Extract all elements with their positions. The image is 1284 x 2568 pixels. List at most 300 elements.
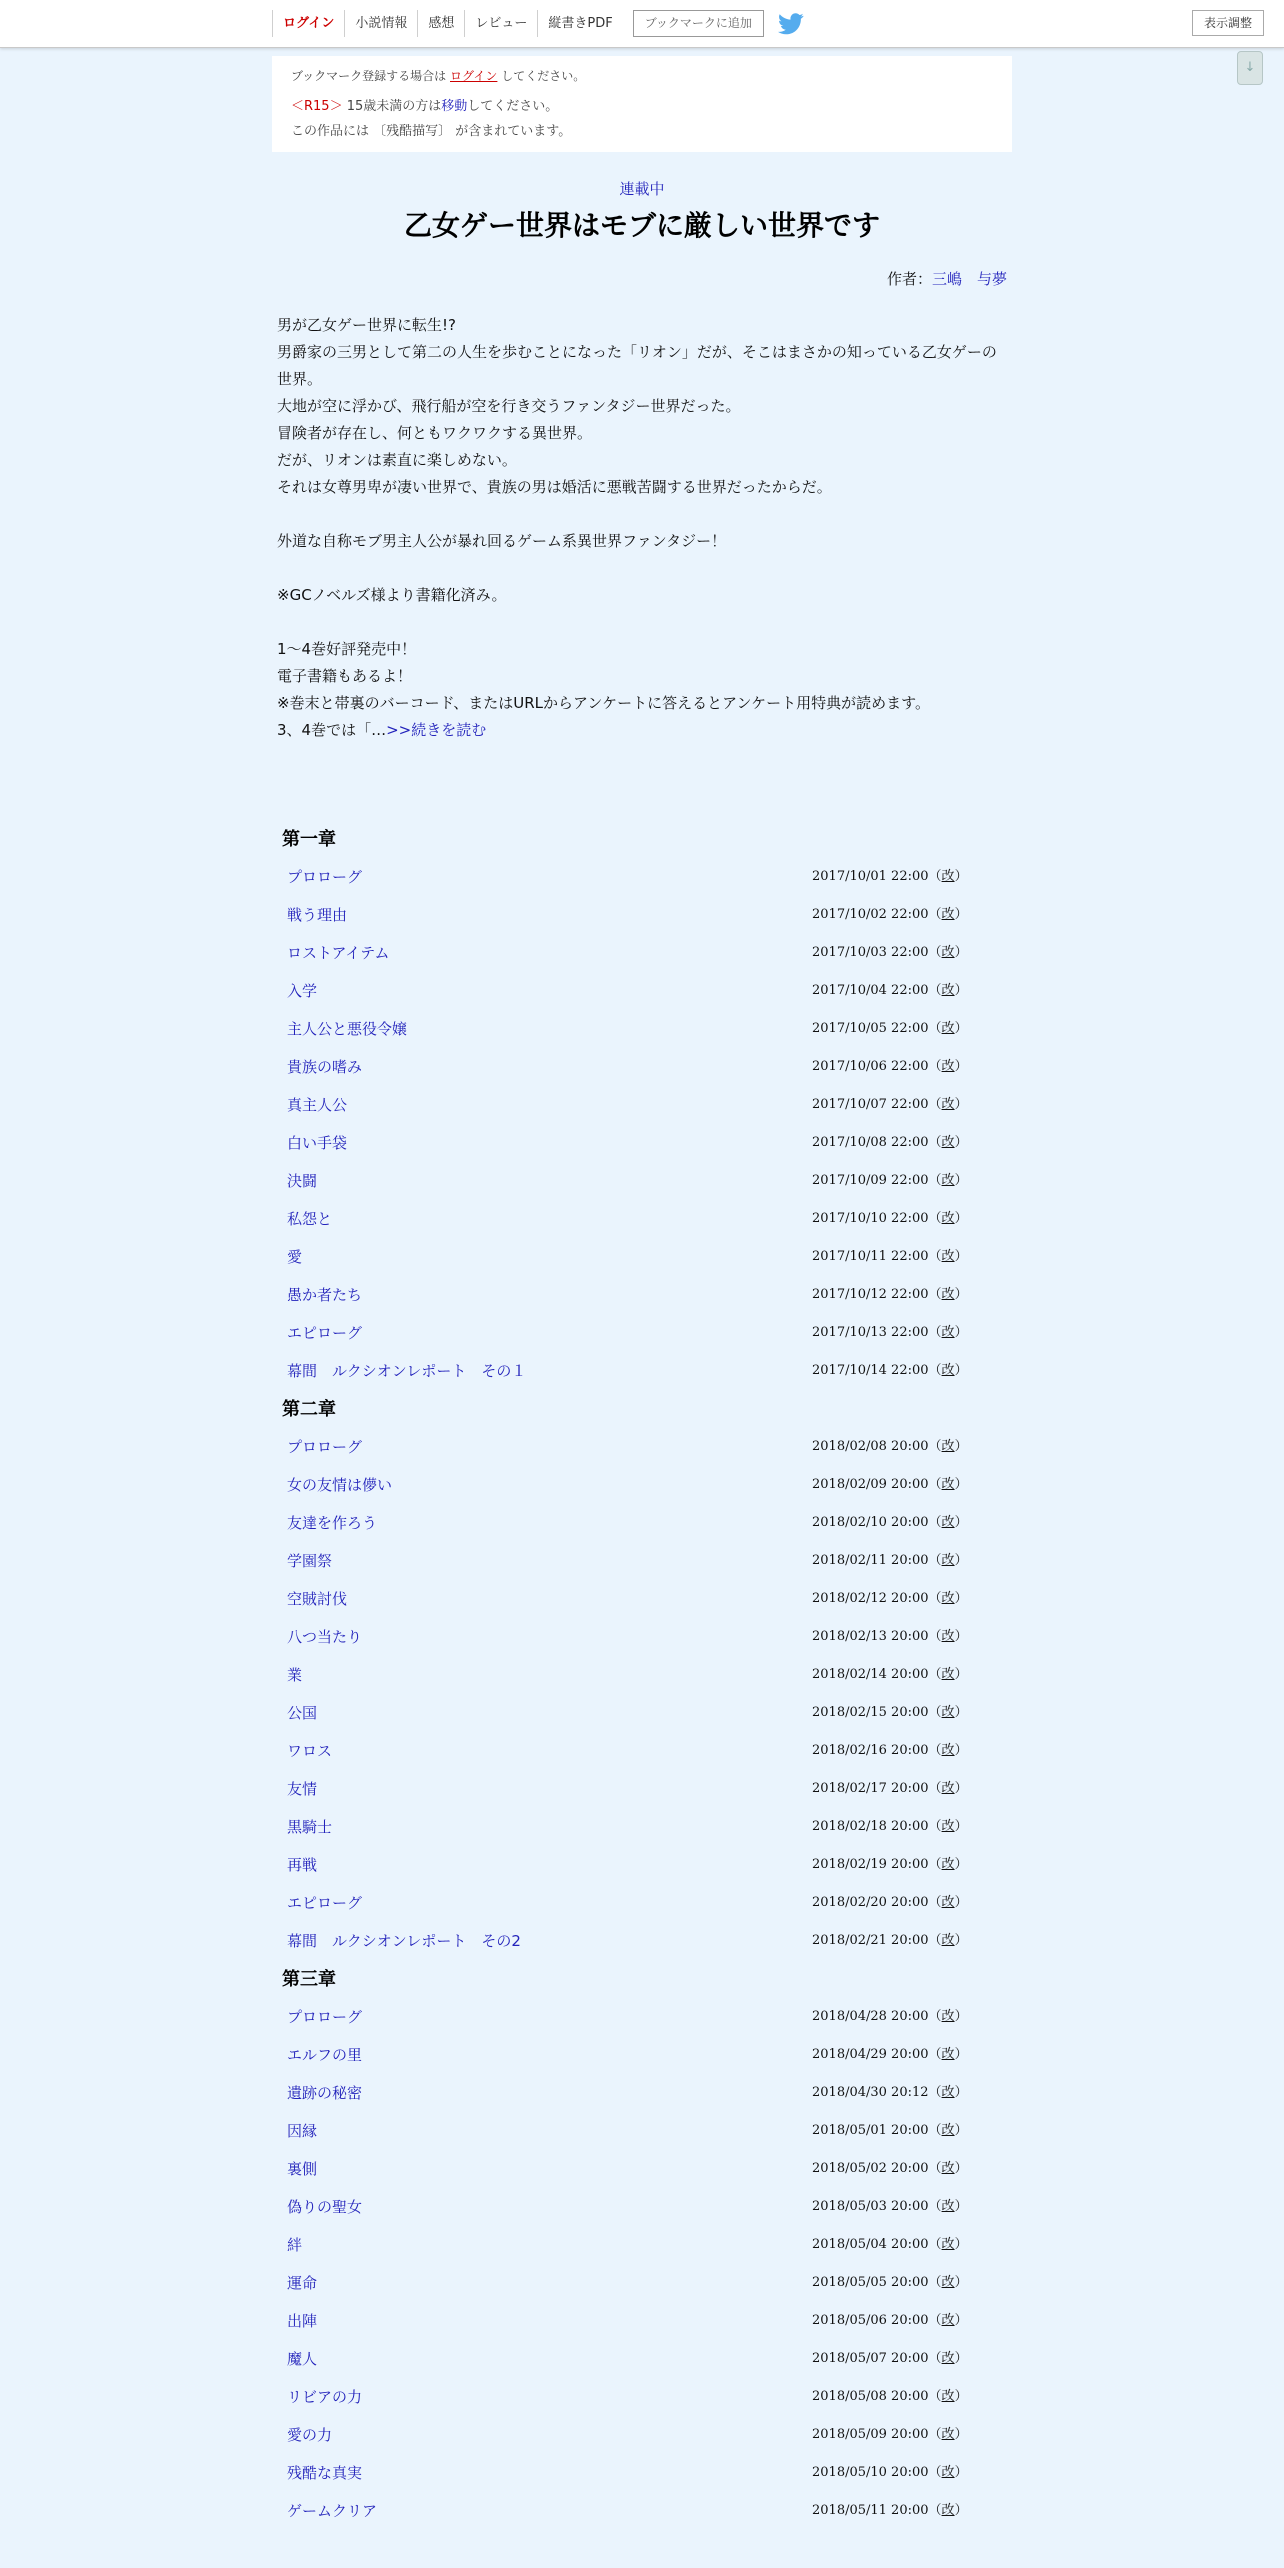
revision-link[interactable]: 改 <box>941 1743 955 1758</box>
r15-notice <box>291 94 993 120</box>
synopsis-truncated-text: 3、4巻では「… <box>277 721 387 739</box>
episode-row <box>272 2454 1012 2492</box>
bookmark-notice-prefix: ブックマーク登録する場合は <box>291 69 447 83</box>
revision-link[interactable]: 改 <box>941 1363 955 1378</box>
episode-link[interactable]: 運命 <box>287 2274 318 2292</box>
episode-link[interactable]: 学園祭 <box>287 1552 333 1570</box>
episode-date-block <box>812 972 968 1010</box>
episode-link[interactable]: 主人公と悪役令嬢 <box>287 1020 408 1038</box>
episode-link[interactable]: 愛の力 <box>287 2426 333 2444</box>
revision-paren-close: ） <box>954 1021 968 1036</box>
synopsis-line: 大地が空に浮かび、飛行船が空を行き交うファンタジー世界だった。 <box>277 397 741 415</box>
episode-row <box>272 2492 1012 2530</box>
revision-paren-open: （ <box>928 945 942 960</box>
episode-date: 2018/05/08 20:00 <box>812 2389 929 2404</box>
revision-paren-close: ） <box>954 1325 968 1340</box>
revision-link[interactable]: 改 <box>941 945 955 960</box>
revision-paren-open: （ <box>928 1781 942 1796</box>
nav-menu <box>272 10 804 37</box>
synopsis-last-line <box>277 717 1012 744</box>
novel-title: 乙女ゲー世界はモブに厳しい世界です <box>403 209 880 242</box>
revision-paren-close: ） <box>954 907 968 922</box>
episode-link[interactable]: 戦う理由 <box>287 906 348 924</box>
synopsis-line <box>277 501 1012 528</box>
revision-link[interactable]: 改 <box>941 1477 955 1492</box>
read-more-link[interactable]: >>続きを読む <box>386 721 487 739</box>
episode-date-block <box>812 1010 968 1048</box>
synopsis-line: 電子書籍もあるよ！ <box>277 667 413 685</box>
episode-date-block <box>812 858 968 896</box>
revision-link[interactable]: 改 <box>941 1021 955 1036</box>
revision-link[interactable]: 改 <box>941 1249 955 1264</box>
episode-date-block <box>812 2150 968 2188</box>
revision-paren-open: （ <box>928 1743 942 1758</box>
revision-paren-open: （ <box>928 2237 942 2252</box>
episode-link[interactable]: 遺跡の秘密 <box>287 2084 363 2102</box>
episode-row <box>272 2188 1012 2226</box>
revision-paren-close: ） <box>954 2237 968 2252</box>
revision-link[interactable]: 改 <box>941 1135 955 1150</box>
r15-tag: ＜R15＞ <box>291 99 343 114</box>
revision-paren-open: （ <box>928 1591 942 1606</box>
review-link[interactable]: レビュー <box>464 10 537 37</box>
episode-row <box>272 934 1012 972</box>
episode-date-block <box>812 1580 968 1618</box>
revision-link[interactable]: 改 <box>941 2047 955 2062</box>
episode-link[interactable]: 貴族の嗜み <box>287 1058 363 1076</box>
revision-paren-open: （ <box>928 1173 942 1188</box>
episode-link[interactable]: 幕間 ルクシオンレポート その2 <box>287 1932 521 1950</box>
episode-link[interactable]: 白い手袋 <box>287 1134 348 1152</box>
episode-date-block <box>812 1504 968 1542</box>
episode-date: 2018/02/14 20:00 <box>812 1667 929 1682</box>
revision-paren-close: ） <box>954 2275 968 2290</box>
episode-link[interactable]: 黒騎士 <box>287 1818 333 1836</box>
revision-link[interactable]: 改 <box>941 1097 955 1112</box>
episode-row <box>272 1314 1012 1352</box>
revision-paren-close: ） <box>954 2199 968 2214</box>
revision-link[interactable]: 改 <box>941 2427 955 2442</box>
synopsis-line: 外道な自称モブ男主人公が暴れ回るゲーム系異世界ファンタジー！ <box>277 532 727 550</box>
episode-link[interactable]: エピローグ <box>287 1894 363 1912</box>
revision-paren-open: （ <box>928 1553 942 1568</box>
revision-paren-close: ） <box>954 2389 968 2404</box>
episode-link[interactable]: 残酷な真実 <box>287 2464 363 2482</box>
revision-link[interactable]: 改 <box>941 1287 955 1302</box>
synopsis-line: 1～4巻好評発売中！ <box>277 640 417 658</box>
episode-date-block <box>812 896 968 934</box>
revision-paren-open: （ <box>928 1857 942 1872</box>
revision-paren-close: ） <box>954 983 968 998</box>
episode-date-block <box>812 2340 968 2378</box>
episode-row <box>272 2074 1012 2112</box>
episode-link[interactable]: 友達を作ろう <box>287 1514 378 1532</box>
revision-link[interactable]: 改 <box>941 1895 955 1910</box>
impressions-link[interactable]: 感想 <box>417 10 464 37</box>
revision-paren-open: （ <box>928 1021 942 1036</box>
episode-date-block <box>812 1048 968 1086</box>
revision-paren-open: （ <box>928 1705 942 1720</box>
chapter-title: 第三章 <box>282 1969 336 1990</box>
episode-date-block <box>812 2112 968 2150</box>
episode-row <box>272 2416 1012 2454</box>
author-line <box>272 268 1007 289</box>
episode-date: 2017/10/09 22:00 <box>812 1173 929 1188</box>
notice-box <box>272 56 1012 152</box>
revision-paren-open: （ <box>928 869 942 884</box>
revision-link[interactable]: 改 <box>941 907 955 922</box>
episode-date: 2018/02/20 20:00 <box>812 1895 929 1910</box>
episode-date: 2018/05/10 20:00 <box>812 2465 929 2480</box>
episode-date: 2017/10/10 22:00 <box>812 1211 929 1226</box>
episode-date: 2018/05/01 20:00 <box>812 2123 929 2138</box>
episode-date-block <box>812 1352 968 1390</box>
episode-date: 2018/04/28 20:00 <box>812 2009 929 2024</box>
bookmark-login-link[interactable]: ログイン <box>450 69 498 83</box>
revision-paren-open: （ <box>928 2427 942 2442</box>
episode-link[interactable]: 真主人公 <box>287 1096 348 1114</box>
revision-paren-close: ） <box>954 869 968 884</box>
revision-paren-open: （ <box>928 1287 942 1302</box>
revision-paren-close: ） <box>954 1591 968 1606</box>
episode-row <box>272 2112 1012 2150</box>
synopsis-line: 男が乙女ゲー世界に転生!? <box>277 316 456 334</box>
episode-date: 2017/10/02 22:00 <box>812 907 929 922</box>
revision-paren-close: ） <box>954 1819 968 1834</box>
revision-link[interactable]: 改 <box>941 1059 955 1074</box>
episode-row <box>272 1846 1012 1884</box>
revision-link[interactable]: 改 <box>941 1173 955 1188</box>
episode-date: 2017/10/01 22:00 <box>812 869 929 884</box>
episode-date: 2017/10/03 22:00 <box>812 945 929 960</box>
episode-date-block <box>812 1770 968 1808</box>
revision-paren-open: （ <box>928 1135 942 1150</box>
synopsis-line: ※GCノベルズ様より書籍化済み。 <box>277 586 507 604</box>
episode-date: 2017/10/05 22:00 <box>812 1021 929 1036</box>
episode-date-block <box>812 2074 968 2112</box>
episode-link[interactable]: プロローグ <box>287 1438 363 1456</box>
revision-paren-open: （ <box>928 2313 942 2328</box>
episode-date-block <box>812 1238 968 1276</box>
revision-link[interactable]: 改 <box>941 2199 955 2214</box>
revision-paren-close: ） <box>954 1059 968 1074</box>
revision-paren-open: （ <box>928 2047 942 2062</box>
episode-link[interactable]: 女の友情は儚い <box>287 1476 393 1494</box>
revision-link[interactable]: 改 <box>941 2389 955 2404</box>
episode-row <box>272 1618 1012 1656</box>
revision-paren-close: ） <box>954 2427 968 2442</box>
top-navigation-bar <box>0 0 1284 48</box>
episode-date: 2018/02/19 20:00 <box>812 1857 929 1872</box>
revision-paren-close: ） <box>954 1933 968 1948</box>
revision-link[interactable]: 改 <box>941 1439 955 1454</box>
episode-row <box>272 1162 1012 1200</box>
revision-paren-open: （ <box>928 983 942 998</box>
episode-link[interactable]: エルフの里 <box>287 2046 363 2064</box>
r15-move-link[interactable]: 移動 <box>441 99 468 114</box>
revision-paren-open: （ <box>928 1629 942 1644</box>
revision-link[interactable]: 改 <box>941 1933 955 1948</box>
revision-link[interactable]: 改 <box>941 2009 955 2024</box>
revision-link[interactable]: 改 <box>941 2275 955 2290</box>
revision-paren-open: （ <box>928 1249 942 1264</box>
episode-date: 2018/02/11 20:00 <box>812 1553 929 1568</box>
revision-paren-close: ） <box>954 1363 968 1378</box>
episode-row <box>272 1732 1012 1770</box>
revision-paren-open: （ <box>928 2503 942 2518</box>
episode-date: 2017/10/13 22:00 <box>812 1325 929 1340</box>
revision-paren-open: （ <box>928 1515 942 1530</box>
episode-link[interactable]: 公国 <box>287 1704 318 1722</box>
episode-row <box>272 2340 1012 2378</box>
episode-date-block <box>812 1314 968 1352</box>
table-of-contents <box>272 820 1012 2530</box>
episode-date: 2017/10/11 22:00 <box>812 1249 929 1264</box>
synopsis-line <box>277 555 1012 582</box>
revision-paren-close: ） <box>954 1895 968 1910</box>
episode-link[interactable]: ゲームクリア <box>287 2502 378 2520</box>
episode-date-block <box>812 2454 968 2492</box>
revision-link[interactable]: 改 <box>941 2351 955 2366</box>
serial-status: 連載中 <box>619 180 665 198</box>
episode-link[interactable]: プロローグ <box>287 2008 363 2026</box>
r15-text: 15歳未満の方は <box>346 99 442 114</box>
revision-paren-close: ） <box>954 1667 968 1682</box>
episode-link[interactable]: 愚か者たち <box>287 1286 363 1304</box>
revision-link[interactable]: 改 <box>941 2237 955 2252</box>
episode-link[interactable]: 愛 <box>287 1248 303 1266</box>
episode-row <box>272 2150 1012 2188</box>
episode-row <box>272 1808 1012 1846</box>
episode-link[interactable]: エピローグ <box>287 1324 363 1342</box>
revision-link[interactable]: 改 <box>941 869 955 884</box>
episode-row <box>272 2226 1012 2264</box>
episode-date-block <box>812 2264 968 2302</box>
revision-paren-open: （ <box>928 1211 942 1226</box>
episode-row <box>272 1428 1012 1466</box>
episode-date: 2018/02/17 20:00 <box>812 1781 929 1796</box>
episode-date-block <box>812 1846 968 1884</box>
revision-paren-close: ） <box>954 2465 968 2480</box>
revision-paren-open: （ <box>928 1933 942 1948</box>
episode-link[interactable]: リビアの力 <box>287 2388 363 2406</box>
episode-link[interactable]: 因縁 <box>287 2122 318 2140</box>
episode-link[interactable]: プロローグ <box>287 868 363 886</box>
revision-paren-close: ） <box>954 1097 968 1112</box>
chapter-title: 第一章 <box>282 829 336 850</box>
episode-date: 2018/02/18 20:00 <box>812 1819 929 1834</box>
episode-date: 2018/04/30 20:12 <box>812 2085 929 2100</box>
episode-row <box>272 972 1012 1010</box>
episode-date: 2018/02/12 20:00 <box>812 1591 929 1606</box>
episode-link[interactable]: 空賊討伐 <box>287 1590 348 1608</box>
revision-link[interactable]: 改 <box>941 1629 955 1644</box>
episode-date: 2018/02/10 20:00 <box>812 1515 929 1530</box>
episode-link[interactable]: ワロス <box>287 1742 333 1760</box>
episode-date: 2018/05/02 20:00 <box>812 2161 929 2176</box>
episode-date: 2018/04/29 20:00 <box>812 2047 929 2062</box>
synopsis-line: ※巻末と帯裏のバーコード、またはURLからアンケートに答えるとアンケート用特典が読めます。 <box>277 694 930 712</box>
revision-link[interactable]: 改 <box>941 1515 955 1530</box>
scroll-down-tab[interactable]: ↓ <box>1237 51 1263 85</box>
episode-date-block <box>812 1998 968 2036</box>
episode-date-block <box>812 1884 968 1922</box>
episode-row <box>272 858 1012 896</box>
episode-link[interactable]: 魔人 <box>287 2350 318 2368</box>
vertical-pdf-link[interactable]: 縦書きPDF <box>537 10 622 37</box>
episode-date-block <box>812 1276 968 1314</box>
episode-date: 2018/02/15 20:00 <box>812 1705 929 1720</box>
revision-paren-close: ） <box>954 1135 968 1150</box>
revision-link[interactable]: 改 <box>941 2123 955 2138</box>
content-warning: この作品には 〔残酷描写〕 が含まれています。 <box>291 124 572 139</box>
revision-paren-open: （ <box>928 2161 942 2176</box>
episode-date-block <box>812 2302 968 2340</box>
revision-paren-open: （ <box>928 2199 942 2214</box>
revision-paren-close: ） <box>954 1477 968 1492</box>
login-link[interactable]: ログイン <box>272 10 344 37</box>
episode-date-block <box>812 1124 968 1162</box>
episode-date-block <box>812 2492 968 2530</box>
episode-date: 2017/10/04 22:00 <box>812 983 929 998</box>
episode-link[interactable]: 私怨と <box>287 1210 333 1228</box>
author-link[interactable]: 三嶋 与夢 <box>931 270 1007 288</box>
revision-link[interactable]: 改 <box>941 2085 955 2100</box>
episode-date-block <box>812 2378 968 2416</box>
episode-row <box>272 1694 1012 1732</box>
episode-date: 2018/02/16 20:00 <box>812 1743 929 1758</box>
revision-paren-close: ） <box>954 1553 968 1568</box>
revision-link[interactable]: 改 <box>941 1591 955 1606</box>
episode-date: 2017/10/07 22:00 <box>812 1097 929 1112</box>
episode-date-block <box>812 2226 968 2264</box>
synopsis-line: だが、リオンは素直に楽しめない。 <box>277 451 517 469</box>
r15-suffix: してください。 <box>467 99 559 114</box>
revision-paren-close: ） <box>954 2009 968 2024</box>
episode-link[interactable]: ロストアイテム <box>287 944 390 962</box>
revision-link[interactable]: 改 <box>941 2161 955 2176</box>
episode-date-block <box>812 1694 968 1732</box>
synopsis-line: それは女尊男卑が凄い世界で、貴族の男は婚活に悪戦苦闘する世界だったからだ。 <box>277 478 832 496</box>
revision-paren-open: （ <box>928 1477 942 1492</box>
episode-link[interactable]: 絆 <box>287 2236 303 2254</box>
revision-paren-open: （ <box>928 1439 942 1454</box>
revision-paren-open: （ <box>928 2123 942 2138</box>
episode-date-block <box>812 1086 968 1124</box>
revision-paren-close: ） <box>954 2047 968 2062</box>
revision-paren-open: （ <box>928 2009 942 2024</box>
revision-paren-close: ） <box>954 2503 968 2518</box>
revision-paren-close: ） <box>954 1249 968 1264</box>
novel-info-link[interactable]: 小説情報 <box>344 10 417 37</box>
revision-paren-close: ） <box>954 2123 968 2138</box>
episode-row <box>272 1922 1012 1960</box>
episode-link[interactable]: 決闘 <box>287 1172 318 1190</box>
revision-paren-close: ） <box>954 1211 968 1226</box>
episode-link[interactable]: 再戦 <box>287 1856 318 1874</box>
display-settings-button[interactable]: 表示調整 <box>1192 10 1264 36</box>
episode-date: 2017/10/14 22:00 <box>812 1363 929 1378</box>
revision-link[interactable]: 改 <box>941 1781 955 1796</box>
revision-paren-open: （ <box>928 2275 942 2290</box>
bookmark-notice-suffix: してください。 <box>501 69 586 83</box>
episode-date-block <box>812 1656 968 1694</box>
revision-paren-open: （ <box>928 1819 942 1834</box>
episode-date: 2018/05/06 20:00 <box>812 2313 929 2328</box>
episode-link[interactable]: 八つ当たり <box>287 1628 363 1646</box>
episode-date: 2017/10/12 22:00 <box>812 1287 929 1302</box>
revision-link[interactable]: 改 <box>941 1857 955 1872</box>
revision-paren-close: ） <box>954 1705 968 1720</box>
revision-link[interactable]: 改 <box>941 1325 955 1340</box>
episode-date-block <box>812 934 968 972</box>
revision-link[interactable]: 改 <box>941 2465 955 2480</box>
episode-date: 2018/05/07 20:00 <box>812 2351 929 2366</box>
episode-row <box>272 1656 1012 1694</box>
episode-link[interactable]: 出陣 <box>287 2312 318 2330</box>
synopsis-line: 男爵家の三男として第二の人生を歩むことになった「リオン」だが、そこはまさかの知っている乙女ゲーの <box>277 343 997 361</box>
revision-paren-open: （ <box>928 1059 942 1074</box>
episode-date: 2018/05/11 20:00 <box>812 2503 929 2518</box>
episode-link[interactable]: 友情 <box>287 1780 318 1798</box>
revision-paren-open: （ <box>928 1363 942 1378</box>
revision-paren-close: ） <box>954 1781 968 1796</box>
episode-row <box>272 1504 1012 1542</box>
revision-paren-open: （ <box>928 1325 942 1340</box>
revision-paren-close: ） <box>954 1287 968 1302</box>
episode-link[interactable]: 偽りの聖女 <box>287 2198 363 2216</box>
revision-paren-open: （ <box>928 1667 942 1682</box>
revision-paren-close: ） <box>954 945 968 960</box>
revision-link[interactable]: 改 <box>941 2503 955 2518</box>
episode-link[interactable]: 入学 <box>287 982 318 1000</box>
revision-link[interactable]: 改 <box>941 2313 955 2328</box>
twitter-icon[interactable] <box>778 11 804 37</box>
episode-date-block <box>812 1922 968 1960</box>
episode-row <box>272 1466 1012 1504</box>
episode-link[interactable]: 幕間 ルクシオンレポート その１ <box>287 1362 527 1380</box>
episode-date: 2018/02/08 20:00 <box>812 1439 929 1454</box>
episode-date-block <box>812 1466 968 1504</box>
revision-link[interactable]: 改 <box>941 1705 955 1720</box>
episode-date-block <box>812 2416 968 2454</box>
revision-link[interactable]: 改 <box>941 1819 955 1834</box>
add-bookmark-button[interactable]: ブックマークに追加 <box>633 10 764 37</box>
episode-date: 2018/05/09 20:00 <box>812 2427 929 2442</box>
episode-row <box>272 1542 1012 1580</box>
episode-link[interactable]: 裏側 <box>287 2160 318 2178</box>
revision-link[interactable]: 改 <box>941 1211 955 1226</box>
episode-row <box>272 1048 1012 1086</box>
episode-date-block <box>812 1732 968 1770</box>
episode-date-block <box>812 2036 968 2074</box>
revision-paren-open: （ <box>928 1097 942 1112</box>
revision-link[interactable]: 改 <box>941 1667 955 1682</box>
episode-row <box>272 1276 1012 1314</box>
revision-paren-open: （ <box>928 1895 942 1910</box>
episode-link[interactable]: 業 <box>287 1666 303 1684</box>
episode-row <box>272 2264 1012 2302</box>
episode-date: 2018/05/03 20:00 <box>812 2199 929 2214</box>
synopsis-line: 世界。 <box>277 370 323 388</box>
episode-date-block <box>812 1200 968 1238</box>
revision-link[interactable]: 改 <box>941 1553 955 1568</box>
revision-link[interactable]: 改 <box>941 983 955 998</box>
episode-row <box>272 1884 1012 1922</box>
episode-date-block <box>812 1618 968 1656</box>
revision-paren-close: ） <box>954 2085 968 2100</box>
revision-paren-close: ） <box>954 2313 968 2328</box>
